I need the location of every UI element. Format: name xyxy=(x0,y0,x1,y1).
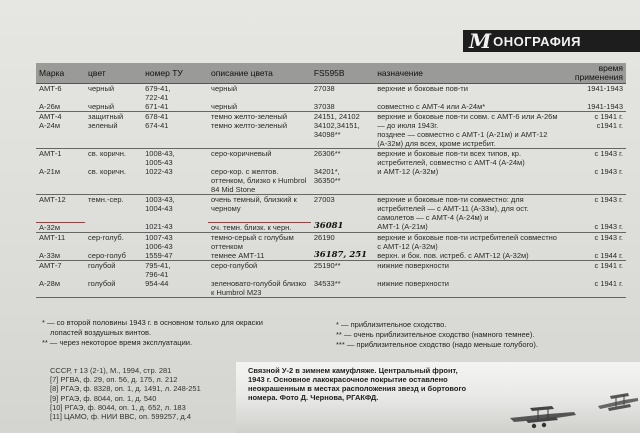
cell-tu: 954-44 xyxy=(142,279,208,298)
header-time: время применения xyxy=(563,63,627,84)
footnote: *** — приблизительное сходство (надо меньше голубого). xyxy=(336,340,538,349)
cell-fs: 34201*, 36350** xyxy=(311,167,374,195)
footnotes-left xyxy=(42,318,263,348)
cell-fs: 26190 xyxy=(313,232,335,242)
cell-fs: 36187, 251 xyxy=(311,251,374,261)
cell-fs: 24151, 24102 34102,34151, 34098** xyxy=(311,112,374,149)
cell-time: с 1943 г. xyxy=(563,167,627,195)
cell-time: 1941-1943 xyxy=(563,102,627,112)
cell-desc: серо-кор. с желтов. оттенком, близко к Humbrol 84 Mid Stone xyxy=(208,167,311,195)
footnote: * — приблизительное сходство. xyxy=(336,320,447,329)
cell-fs: 27003 xyxy=(313,195,335,204)
table-row xyxy=(36,222,626,232)
heading-logo: М xyxy=(469,29,492,53)
footnote: * — со второй половины 1943 г. в основном только для окраски xyxy=(42,318,263,327)
table-row xyxy=(36,195,626,223)
table-row xyxy=(36,167,626,195)
cell-mark: А-33м xyxy=(36,251,85,261)
cell-time: с 1941 г. с1941 г. xyxy=(563,112,627,149)
cell-time: с 1943 г. xyxy=(563,222,627,232)
cell-tu: 679-41, 722-41 xyxy=(145,84,171,102)
photo-caption: Связной У-2 в зимнем камуфляже. Центральный фронт, 1943 г. Основное лакокрасочное покрытие оставлено неокрашенным в местах расположения звезд и бортового номера. Фото Д. Чернова, РГАКФД. xyxy=(248,366,467,402)
cell-desc: темно желто-зеленый темно желто-зеленый xyxy=(208,112,311,149)
cell-color: темн.-сер. xyxy=(88,195,124,204)
cell-purpose: АМТ-1 (А-21м) xyxy=(374,222,562,232)
reference: [8] РГАЭ, ф. 8328, оп. 1, д. 1491, л. 248-251 xyxy=(50,384,201,394)
cell-color: св. коричн. xyxy=(88,149,126,158)
reference: [7] РГВА, ф. 29, оп. 56, д. 175, л. 212 xyxy=(50,375,178,385)
cell-color: защитный зеленый xyxy=(85,112,142,149)
reference: СССР, т 13 (2-1), М., 1994, стр. 281 xyxy=(50,366,172,375)
cell-tu: 795-41, 796-41 xyxy=(145,260,171,279)
cell-fs: 26306** xyxy=(313,149,341,158)
cell-fs: 25190** xyxy=(313,260,341,270)
header-fs: FS595B xyxy=(311,63,374,84)
cell-mark: А-21м xyxy=(36,167,85,195)
cell-fs: 37038 xyxy=(311,102,374,112)
cell-time: с 1943 г. xyxy=(594,149,623,158)
cell-mark: А-28м xyxy=(36,279,85,298)
table-row xyxy=(36,149,626,168)
footnote: лопастей воздушных винтов. xyxy=(50,328,152,337)
cell-mark: АМТ-1 xyxy=(39,149,62,158)
table-row xyxy=(36,251,626,261)
cell-fs: 36081 xyxy=(311,222,374,232)
cell-purpose: нижние поверхности xyxy=(377,260,449,270)
cell-purpose: верхние и боковые пов-ти xyxy=(377,84,468,93)
cell-purpose: верхние и боковые пов-ти истребителей совместно с АМТ-12 (А-32м) xyxy=(377,232,557,251)
table-row xyxy=(36,102,626,112)
cell-mark: А-32м xyxy=(36,222,85,232)
biplane-silhouette xyxy=(508,402,578,430)
cell-tu: 1008-43, 1005-43 xyxy=(145,149,175,167)
reference: [10] РГАЭ, ф. 8044, оп. 1, д. 652, л. 183 xyxy=(50,402,186,412)
cell-color: серо-голуб xyxy=(85,251,142,261)
header-color: цвет xyxy=(85,63,142,84)
cell-fs: 27038 xyxy=(313,84,335,93)
cell-tu: 671-41 xyxy=(142,102,208,112)
cell-fs: 34533** xyxy=(311,279,374,298)
cell-desc: серо-коричневый xyxy=(211,149,272,158)
cell-tu: 678-41 674-41 xyxy=(142,112,208,149)
cell-desc: темно-серый с голубым оттенком xyxy=(211,232,294,251)
table-row xyxy=(36,112,626,149)
cell-tu: 1021-43 xyxy=(142,222,208,232)
cell-mark: АМТ-11 xyxy=(39,232,66,242)
cell-mark: АМТ-12 xyxy=(36,195,85,223)
cell-desc: темнее АМТ-11 xyxy=(208,251,311,261)
cell-tu: 1003-43, 1004-43 xyxy=(145,195,175,213)
cell-color: черный xyxy=(88,84,115,93)
header-tu: номер ТУ xyxy=(142,63,208,84)
biplane-silhouette-2 xyxy=(594,392,640,418)
cell-time: с 1943 г. xyxy=(594,195,623,204)
header-mark: Марка xyxy=(36,63,85,84)
paint-table xyxy=(36,63,626,298)
cell-tu: 1022-43 xyxy=(142,167,208,195)
cell-purpose: верхние и боковые пов-ти всех типов, кр. истребителей, совместно с АМТ-4 (А-24м) xyxy=(377,149,525,167)
photo-u2 xyxy=(236,362,640,433)
cell-color: черный xyxy=(85,102,142,112)
cell-color: сер-голуб. xyxy=(88,232,124,242)
cell-desc: черный xyxy=(211,84,238,93)
cell-time: с 1941 г. xyxy=(563,279,627,298)
cell-color: св. коричн. xyxy=(85,167,142,195)
cell-mark: А-26м xyxy=(36,102,85,112)
cell-purpose: нижние поверхности xyxy=(374,279,562,298)
cell-color: голубой xyxy=(85,279,142,298)
cell-time: с 1941 г. xyxy=(594,260,623,270)
cell-purpose: и АМТ-12 (А-32м) xyxy=(374,167,562,195)
footnotes-right xyxy=(336,320,538,350)
footnote: ** — через некоторое время эксплуатации. xyxy=(42,338,193,347)
cell-mark: АМТ-7 xyxy=(39,260,62,270)
cell-mark: АМТ-6 xyxy=(39,84,62,93)
cell-desc: черный xyxy=(208,102,311,112)
monograph-heading xyxy=(463,30,640,52)
footnote: ** — очень приблизительное сходство (намного темнее). xyxy=(336,330,535,339)
cell-purpose: совместно с АМТ-4 или А-24м* xyxy=(374,102,562,112)
cell-purpose: верхн. и бок. пов. истреб. с АМТ-12 (А-32м) xyxy=(374,251,562,261)
cell-purpose: верхние и боковые пов-ти совместно: для истребителей — с АМТ-11 (А-33м), для ост. самолетов — с АМТ-4 (А-24м) и xyxy=(377,195,529,222)
header-desc: описание цвета xyxy=(208,63,311,84)
table-row xyxy=(36,260,626,279)
cell-time: с 1943 г. xyxy=(594,232,623,242)
reference: [11] ЦАМО, ф. НИИ ВВС, оп. 599257, д.4 xyxy=(50,412,192,422)
header-purpose: назначение xyxy=(374,63,562,84)
table-row xyxy=(36,84,626,103)
references xyxy=(50,366,201,421)
reference: [9] РГАЭ, ф. 8044, оп. 1, д. 540 xyxy=(50,393,157,403)
cell-desc: зеленовато-голубой близко к Humbrol M23 xyxy=(208,279,311,298)
heading-text: ОНОГРАФИЯ xyxy=(493,33,581,49)
cell-desc: оч. темн. близк. к черн. xyxy=(208,222,311,232)
cell-tu: 1007-43 1006-43 xyxy=(145,232,173,251)
cell-time: с 1944 г. xyxy=(563,251,627,261)
cell-desc: очень темный, близкий к черному xyxy=(208,195,311,223)
table-row xyxy=(36,279,626,298)
cell-purpose: верхние и боковые пов-ти совм. с АМТ-6 или А-26м — до июля 1943г. позднее — совместно с АМТ-1 (А-21м) и АМТ-12 (А-32м) для всех, кроме истребит. xyxy=(374,112,562,149)
cell-desc: серо-голубой xyxy=(211,260,258,270)
table-header-row xyxy=(36,63,626,84)
cell-color xyxy=(85,222,142,232)
cell-time: 1941-1943 xyxy=(587,84,623,93)
cell-mark: АМТ-4 А-24м xyxy=(36,112,85,149)
table-row xyxy=(36,232,626,251)
cell-color: голубой xyxy=(88,260,116,270)
cell-tu: 1559-47 xyxy=(142,251,208,261)
